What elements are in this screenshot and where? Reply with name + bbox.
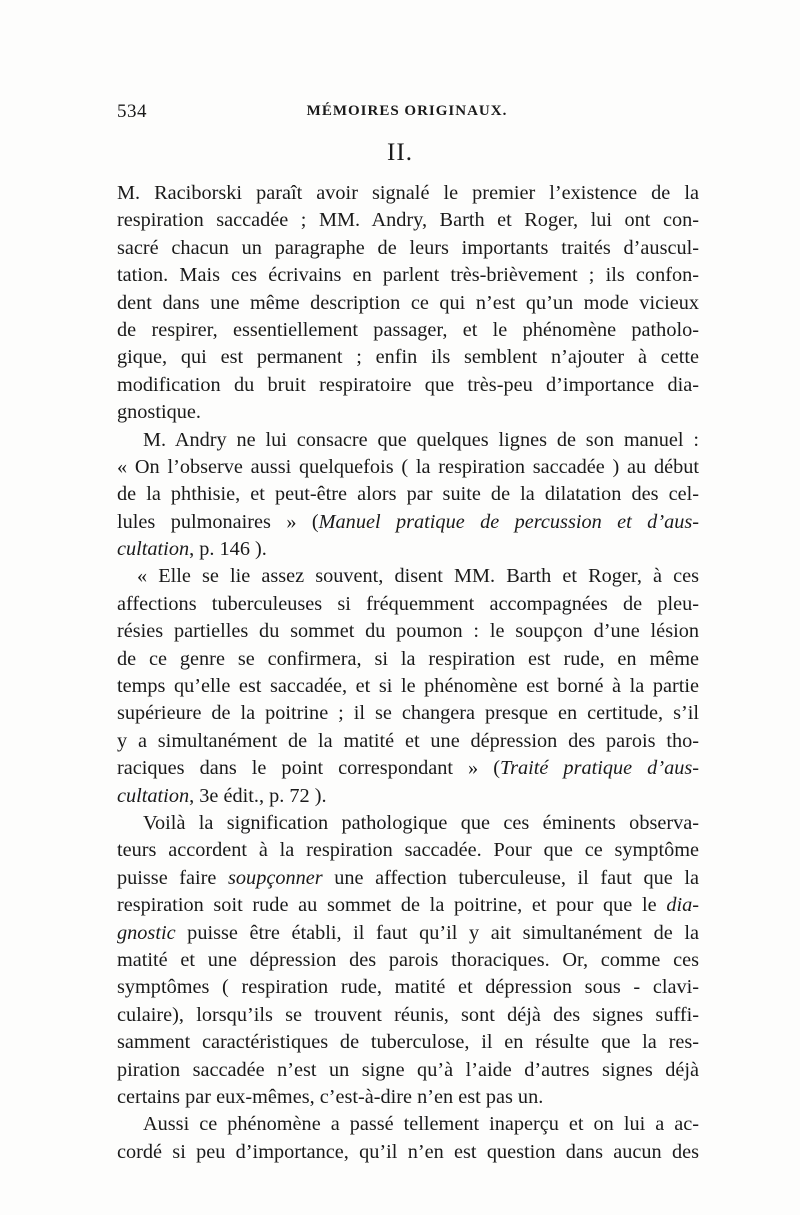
text-line: sacré chacun un paragraphe de leurs importants traités d’auscul- [117,236,699,259]
text-fragment: respiration soit rude au sommet de la poitrine, et pour que le [117,894,667,917]
text-fragment: une affection tuberculeuse, il faut que la [322,866,699,889]
text-fragment: raciques dans le point correspondant » ( [117,757,500,780]
text-line: de respirer, essentiellement passager, et le phénomène patholo- [117,318,699,341]
text-line: dent dans une même description ce qui n’est qu’un mode vicieux [117,291,699,314]
text-line: temps qu’elle est saccadée, et si le phénomène est borné à la partie [117,675,699,698]
body-text [117,180,699,1166]
text-line [117,509,699,536]
text-line: de la phthisie, et peut-être alors par suite de la dilatation des cel- [117,483,699,506]
text-line: samment caractéristiques de tuberculose, il en résulte que la res- [117,1031,699,1054]
text-line: M. Andry ne lui consacre que quelques lignes de son manuel : [143,428,699,451]
italic-title: Manuel pratique de percussion et d’aus- [318,510,700,533]
text-line [117,892,699,919]
text-fragment: , 3e édit., p. 72 ). [189,784,327,807]
text-line [117,920,699,947]
text-line: de ce genre se confirmera, si la respiration est rude, en même [117,647,699,670]
text-line: résies partielles du sommet du poumon : le soupçon d’une lésion [117,620,699,643]
text-line [117,783,699,810]
text-line: piration saccadée n’est un signe qu’à l’aide d’autres signes déjà [117,1058,699,1081]
section-heading: II. [387,139,413,166]
text-line: y a simultanément de la matité et une dépression des parois tho- [117,729,699,752]
italic-word: soupçonner [228,866,323,889]
text-fragment: puisse être établi, il faut qu’il y ait simultanément de la [175,921,699,944]
text-line: respiration saccadée ; MM. Andry, Barth et Roger, lui ont con- [117,209,699,232]
italic-title: cultation [117,538,190,561]
text-line: Voilà la signification pathologique que ces éminents observa- [143,811,699,834]
page-header [117,101,697,125]
text-line: gique, qui est permanent ; enfin ils semblent n’ajouter à cette [117,346,699,369]
text-line: tation. Mais ces écrivains en parlent très-brièvement ; ils confon- [117,264,699,287]
italic-word: gnostic [117,921,176,944]
italic-word: dia- [666,894,699,917]
text-line: teurs accordent à la respiration saccadée. Pour que ce symptôme [117,839,699,862]
text-line [117,755,699,782]
text-line: symptômes ( respiration rude, matité et dépression sous - clavi- [117,976,699,999]
text-line: certains par eux-mêmes, c’est-à-dire n’en est pas un. [117,1085,544,1108]
text-fragment: , p. 146 ). [189,538,267,561]
text-line: culaire), lorsqu’ils se trouvent réunis, sont déjà des signes suffi- [117,1003,699,1026]
text-line: matité et une dépression des parois thoraciques. Or, comme ces [117,948,699,971]
text-line: « Elle se lie assez souvent, disent MM. Barth et Roger, à ces [137,565,699,588]
page-number: 534 [117,101,147,122]
text-line [117,536,699,563]
text-line: supérieure de la poitrine ; il se changera presque en certitude, s’il [117,702,699,725]
text-fragment: puisse faire [117,866,229,889]
text-line: modification du bruit respiratoire que très-peu d’importance dia- [117,373,699,396]
text-line [117,865,699,892]
italic-title: Traité pratique d’aus- [499,757,699,780]
text-line: gnostique. [117,401,201,424]
text-line: Aussi ce phénomène a passé tellement inaperçu et on lui a ac- [143,1113,699,1136]
text-line: cordé si peu d’importance, qu’il n’en est question dans aucun des [117,1140,699,1163]
text-fragment: lules pulmonaires » ( [117,510,319,533]
text-line: M. Raciborski paraît avoir signalé le premier l’existence de la [117,182,699,204]
running-title: MÉMOIRES ORIGINAUX. [306,103,508,119]
italic-title: cultation [117,784,190,807]
text-line: affections tuberculeuses si fréquemment accompagnées de pleu- [117,592,699,615]
text-line: « On l’observe aussi quelquefois ( la respiration saccadée ) au début [117,455,699,478]
